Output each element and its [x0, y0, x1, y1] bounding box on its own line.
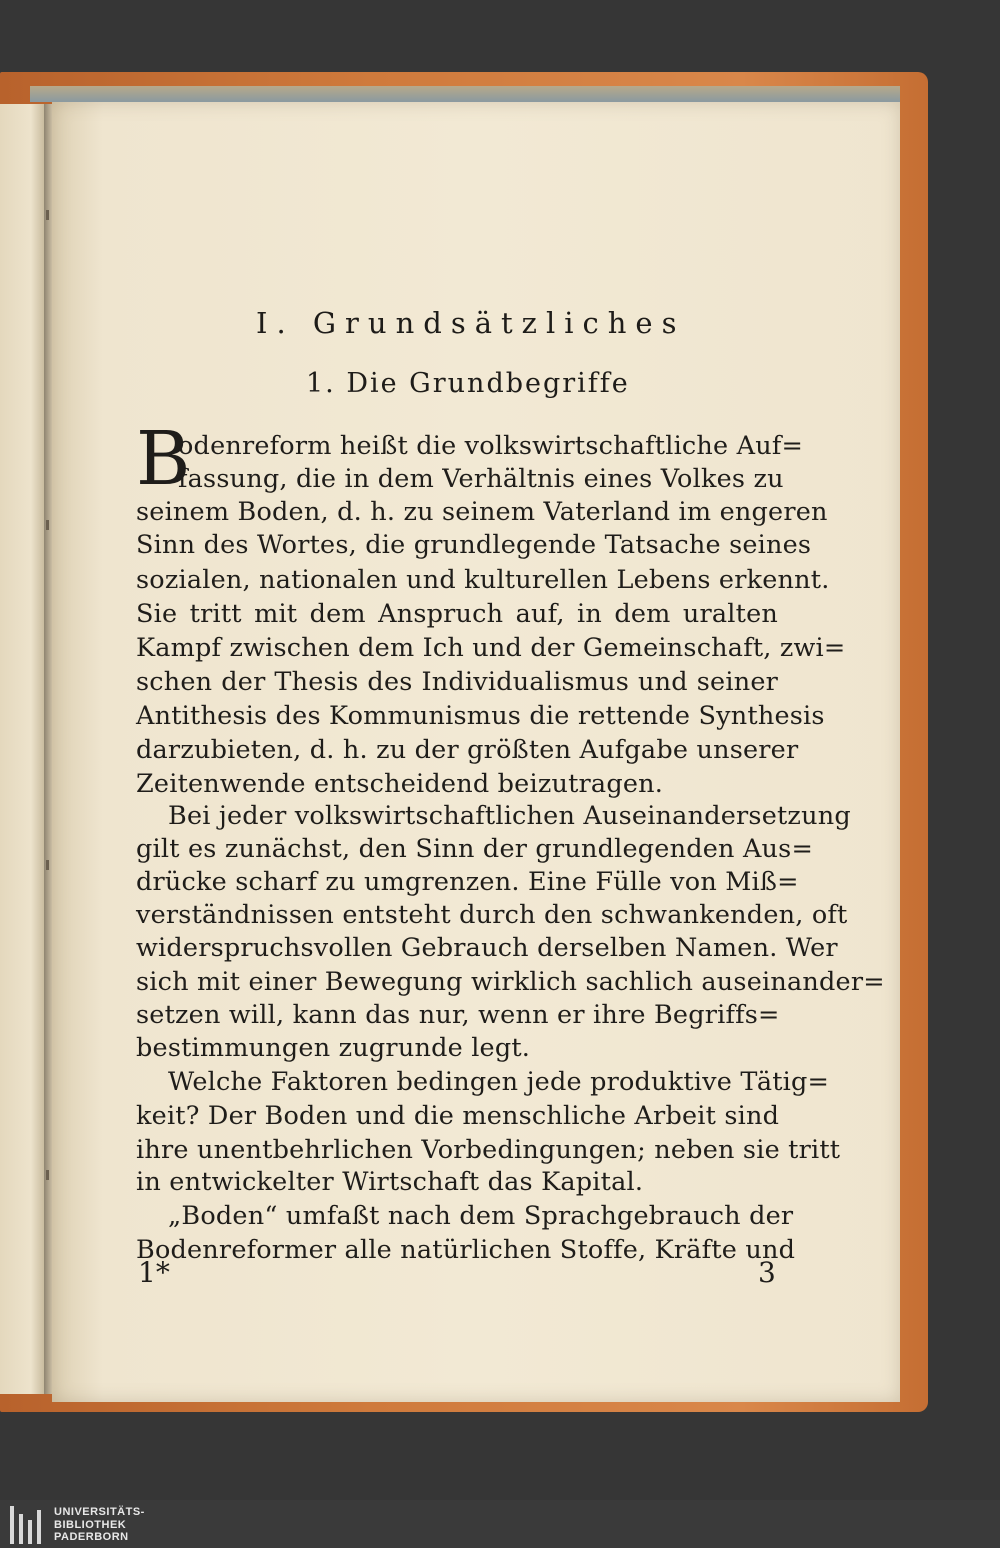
text-line: Bodenreformer alle natürlichen Stoffe, Kräfte und [136, 1235, 796, 1265]
signature-mark: 1* [138, 1256, 170, 1289]
text-line: fassung, die in dem Verhältnis eines Volkes zu [178, 464, 784, 494]
text-line: Sinn des Wortes, die grundlegende Tatsache seines [136, 530, 812, 560]
text-line: Kampf zwischen dem Ich und der Gemeinschaft, zwi= [136, 633, 846, 663]
logo-line: PADERBORN [54, 1531, 129, 1543]
page-number: 3 [758, 1256, 776, 1289]
drop-capital: B [136, 416, 191, 502]
text-line: drücke scharf zu umgrenzen. Eine Fülle von Miß= [136, 867, 799, 897]
library-logo-icon [10, 1506, 41, 1544]
text-line: Zeitenwende entscheidend beizutragen. [136, 769, 664, 799]
text-line: schen der Thesis des Individualismus und seiner [136, 667, 778, 697]
text-line: Sie tritt mit dem Anspruch auf, in dem uralten [136, 599, 778, 629]
chapter-title: I. Grundsätzliches [256, 306, 686, 340]
text-line: seinem Boden, d. h. zu seinem Vaterland im engeren [136, 497, 828, 527]
footer-bar [0, 1500, 1000, 1548]
text-line: setzen will, kann das nur, wenn er ihre Begriffs= [136, 1000, 780, 1030]
text-line: „Boden“ umfaßt nach dem Sprachgebrauch der [168, 1201, 794, 1231]
text-line: ihre unentbehrlichen Vorbedingungen; neben sie tritt [136, 1135, 841, 1165]
text-line: bestimmungen zugrunde legt. [136, 1033, 531, 1063]
text-line: sich mit einer Bewegung wirklich sachlich auseinander= [136, 967, 885, 997]
text-line: sozialen, nationalen und kulturellen Lebens erkennt. [136, 565, 830, 595]
binding-stitch [46, 1170, 49, 1180]
left-page [0, 104, 44, 1394]
binding-stitch [46, 520, 49, 530]
text-line: verständnissen entsteht durch den schwankenden, oft [136, 900, 848, 930]
text-line: gilt es zunächst, den Sinn der grundlegenden Aus= [136, 834, 814, 864]
text-line: darzubieten, d. h. zu der größten Aufgabe unserer [136, 735, 799, 765]
text-line: Bei jeder volkswirtschaftlichen Auseinandersetzung [168, 801, 851, 831]
text-line: Antithesis des Kommunismus die rettende Synthesis [136, 701, 825, 731]
text-line: in entwickelter Wirtschaft das Kapital. [136, 1167, 644, 1197]
page-block-edge [30, 86, 900, 102]
binding-stitch [46, 860, 49, 870]
binding-stitch [46, 210, 49, 220]
logo-line: BIBLIOTHEK [54, 1518, 127, 1531]
library-logo-text [54, 1506, 145, 1544]
text-line: widerspruchsvollen Gebrauch derselben Namen. Wer [136, 933, 838, 963]
text-line: keit? Der Boden und die menschliche Arbeit sind [136, 1101, 780, 1131]
text-line: Welche Faktoren bedingen jede produktive Tätig= [168, 1067, 830, 1097]
section-title: 1. Die Grundbegriffe [306, 368, 630, 399]
logo-line: UNIVERSITÄTS- [54, 1506, 145, 1518]
text-line: odenreform heißt die volkswirtschaftliche Auf= [178, 431, 804, 461]
